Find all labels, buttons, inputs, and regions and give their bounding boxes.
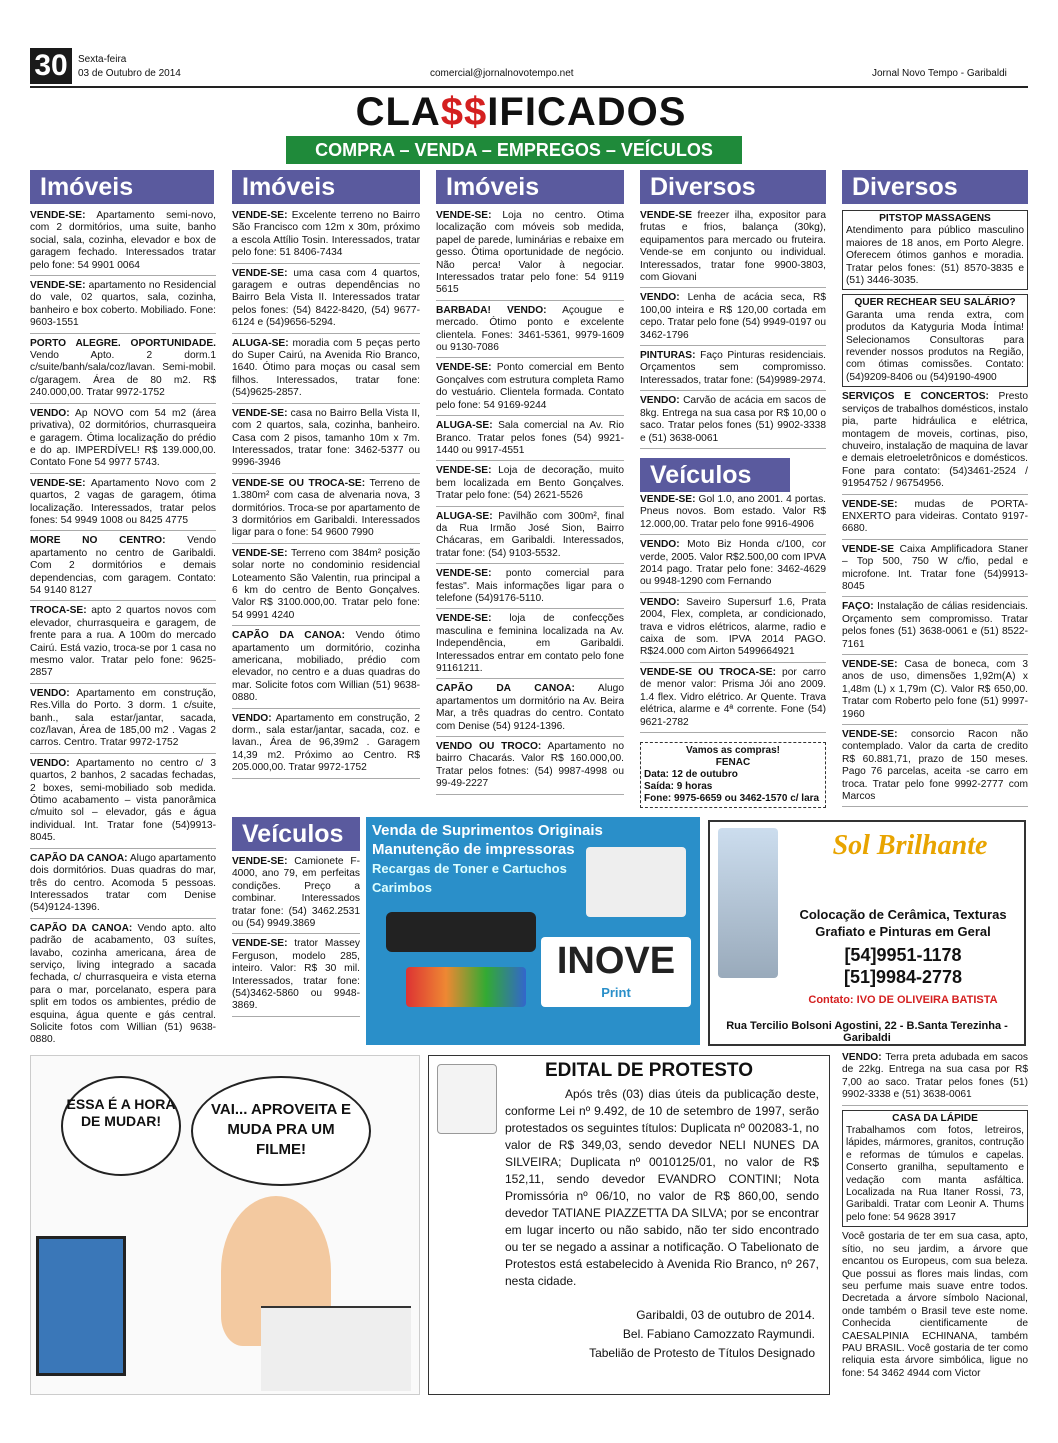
section-header: Diversos (640, 170, 826, 204)
classified-ad (232, 713, 420, 779)
ad-lead: VENDE-SE: (640, 494, 696, 505)
classified-ad (640, 494, 826, 535)
classified-ad (436, 613, 624, 679)
issue-date: 03 de Outubro de 2014 (78, 68, 181, 79)
ad-text: mudas de PORTA-ENXERTO para videiras. Contato 9197-6680. (842, 498, 1028, 535)
ad-text: ponto comercial para festas". Mais informações ligar para o telefone (54)9176-5110. (436, 568, 624, 604)
ad-lead: PORTO ALEGRE. OPORTUNIDADE. (30, 337, 216, 349)
classified-ad (436, 465, 624, 506)
classified-ad (30, 535, 216, 601)
classified-ad (436, 568, 624, 609)
classified-ad (640, 350, 826, 391)
ad-title: QUER RECHEAR SEU SALÁRIO? (854, 297, 1016, 309)
ad-text: Vendo ótimo apartamento um dormitório, cozinha americana, mobiliado, prédio com elevador, no centro e a duas quadras do mar. Solicite fotos com Willian (51) 9638-0880. (232, 630, 420, 704)
ad-text: Terra preta adubada em sacos de 22kg. Entrega na sua casa por R$ 7,00 ao saco. Tratar pelos fones (51) 9902-3338 e (51) 3638-0061 (842, 1052, 1028, 1101)
ad-lead: VENDE-SE: (436, 362, 492, 374)
ad-text: Casa de boneca, com 3 anos de uso, dimensões 1,92m(A) x 1,48m (L) x 1,79m (C). Valor R$ 650,00. Tratar com Roberto pelo fone (51) 9997-1960 (842, 659, 1028, 720)
ad-lead: VENDO: (640, 292, 680, 304)
salario-ad (842, 294, 1028, 387)
classified-ad (232, 856, 360, 934)
speech-bubble: ESSA É A HORA DE MUDAR! (61, 1076, 181, 1176)
classified-ad (30, 853, 216, 919)
diversos-list (842, 391, 1028, 807)
printer-icon (586, 847, 686, 917)
ad-lead: VENDE-SE: (30, 477, 86, 489)
classified-ad (232, 408, 420, 474)
pitstop-ad (842, 210, 1028, 290)
sol-line: Colocação de Cerâmica, Texturas (799, 907, 1007, 922)
section-header: Imóveis (436, 170, 624, 204)
ad-text: Loja no centro. Ótima localização com móveis sob medida, papel de parede, luminárias e rebaixe em gesso. Ótima oportunidade de negócio. Não perca! Valor à negociar. Interessados tratar pelo fone: 54 9119 5615 (436, 210, 624, 296)
ad-text: Caixa Amplificadora Staner – Top 500, 750 W c/fio, pedal e microfone. Int. Tratar fone (54)9913-8045 (842, 543, 1028, 592)
ad-text: freezer ilha, expositor para frutas e frios, balança (30kg), equipamentos para mercado ou fruteira. Vende-se em conjunto ou individual. Interessados, tratar fone 9900-3803, com Giovani (640, 210, 826, 284)
painter-icon (718, 828, 778, 978)
ad-text: Terreno com 384m² posição solar norte no condominio residencial Loteamento São Valentin, rua principal a 6 km do centro de Bento Gonçalves. Valor R$ 3100.000,00. Tratar pelo fone: 54 9991 4240 (232, 547, 420, 621)
edital-body: Após três (03) dias úteis da publicação deste, conforme Lei nº 9.492, de 10 de setembro de 1997, serão protestados os seguintes títulos: Duplicata nº 002083-1, no valor de R$ 349,03, sendo devedor NELI NUNES DA SILVEIRA; Duplicata nº 0010125/01, no valor de R$ 152,11, sendo devedor EVANDRO CONTINI; Nota Promissória nº 06/10, no valor de R$ 860,00, sendo devedor TATIANE PIAZZETTA DA SILVA; por se encontrar em lugar incerto ou não sabido, não ter sido encontrado ou ter se negado a assinar a notificação. O Tabelionato de Protestos está estabelecido à Avenida Rio Branco, nº 267, nesta cidade. (505, 1087, 819, 1288)
section-header: Diversos (842, 170, 1028, 204)
ad-lead: VENDE-SE: (436, 568, 492, 580)
classified-ad (842, 601, 1028, 655)
paper-name: Jornal Novo Tempo - Garibaldi (872, 68, 1007, 79)
weekday: Sexta-feira (78, 54, 127, 65)
ad-lead: VENDE-SE: (436, 465, 492, 477)
ad-lead: VENDE-SE: (842, 498, 898, 510)
sol-brilhante-ad[interactable] (708, 820, 1026, 1046)
ad-text: Vendo Apto. 2 dorm.1 c/suite/banh/sala/coz/lavan. Semi-mobil. c/garagem. Área de 80 m2. R$ 240.000,00. Tratar 9972-1752 (30, 350, 216, 399)
classified-ad (232, 210, 420, 264)
page-number: 30 (30, 48, 72, 84)
fenac-title: Vamos as compras! (686, 745, 780, 756)
classified-ad (436, 210, 624, 301)
ad-lead: ALUGA-SE: (232, 337, 289, 349)
classified-ad (436, 362, 624, 416)
edital-signature-role: Tabelião de Protesto de Títulos Designado (589, 1346, 815, 1360)
ad-lead: VENDE-SE: (30, 280, 86, 292)
column-diversos-2 (842, 210, 1028, 810)
classified-ad (232, 630, 420, 708)
classified-ad (640, 395, 826, 449)
classified-ad (842, 729, 1028, 807)
stamps-icon (406, 967, 526, 1007)
ad-text: Terreno de 1.380m² com casa de alvenaria nova, 3 dormitórios. Troca-se por apartamento de 3 dormitórios em Garibaldi. Interessados ligar para o fone: 54 9600 7990 (232, 477, 420, 539)
classified-ad (232, 338, 420, 404)
ad-text: Açougue e mercado. Ótimo ponto e excelente clientela. Fones: 3461-5361, 9979-1609 ou 9130-7086 (436, 304, 624, 354)
column-diversos-1 (640, 210, 826, 455)
ad-text: Ponto comercial em Bento Gonçalves com estrutura completa Ramo do vestuário. Clientela formada. Contato pelo fone: 54 9169-9244 (436, 362, 624, 411)
subtitle-bar: COMPRA – VENDA – EMPREGOS – VEÍCULOS (286, 136, 742, 164)
ad-text: moradia com 5 peças perto do Super Cairú, na Avenida Rio Branco, 1640. Ótimo para moças ou casal sem filhos. Interessados, tratar fone: (54)9625-2857. (232, 337, 420, 399)
classified-ad (30, 338, 216, 404)
ad-text: Loja de decoração, muito bem localizada em Bento Gonçalves. Tratar pelo fone: (54) 2621-5526 (436, 465, 624, 502)
section-header: Imóveis (232, 170, 420, 204)
column-imoveis-3 (436, 210, 624, 810)
ad-lead: ALUGA-SE: (436, 420, 493, 432)
classified-ad (30, 210, 216, 276)
ad-lead: VENDE-SE: (232, 407, 288, 419)
classified-ad (640, 667, 826, 733)
classified-ad (436, 683, 624, 737)
ad-lead: VENDO: (842, 1052, 882, 1063)
ad-text: apto 2 quartos novos com elevador, churrasqueira e garagem, de frente para a rua. A 100m do mercado Cairú. Está vazio, troca-se por 1 casa no mesmo valor. Tratar pelo fone: 9625-2857 (30, 605, 216, 679)
title-part: IFICADOS (487, 90, 687, 134)
ad-text: Lenha de acácia seca, R$ 100,00 inteira e R$ 120,00 cortada em cepo. Tratar pelo fone (54) 9949-0197 ou 3462-1796 (640, 292, 826, 341)
inove-brand-sub: Print (601, 985, 631, 1000)
ad-lead: VENDE-SE: (842, 659, 898, 670)
classified-ad (640, 292, 826, 346)
sol-contact: Contato: IVO DE OLIVEIRA BATISTA (808, 994, 998, 1006)
classified-ad (30, 923, 216, 1050)
edital-date: Garibaldi, 03 de outubro de 2014. (636, 1308, 815, 1322)
classified-ad (30, 478, 216, 532)
classified-ad (640, 597, 826, 663)
edital-signature: Bel. Fabiano Camozzato Raymundi. (622, 1327, 815, 1341)
ad-text: casa no Bairro Bella Vista II, com 2 quartos, sala, cozinha, banheiro. Casa com 2 pisos, tamanho 10m x 7m. Interessados, tratar fone: 3462-5377 ou 9996-3946 (232, 407, 420, 469)
classified-ad (842, 544, 1028, 598)
ad-lead: VENDE-SE: (30, 210, 86, 221)
fenac-time: Saída: 9 horas (644, 781, 713, 792)
inove-ad-text (372, 821, 603, 897)
ad-text: Apartamento no centro c/ 3 quartos, 2 banhos, 2 sacadas fechadas, 2 boxes, semi-mobiliado sob medida. Ótimo acabamento – vista panorâmica c/muito sol – elevador, gás e água individual. Int. Tratar fone (54)9913-8045. (30, 757, 216, 844)
ad-text: Apartamento em construção, Res.Villa do Porto. 3 dorm. 1 c/suite, banh., sala estar/jantar, sacada, coz/lavan, Área de 185,00 m2 . Vagas 2 carros. Centro. Tratar 9972-1752 (30, 687, 216, 749)
ad-lead: PINTURAS: (640, 350, 696, 362)
section-header: Imóveis (30, 170, 214, 204)
classified-ad (436, 741, 624, 795)
cartoon (30, 1055, 420, 1395)
inove-line: Carimbos (372, 880, 432, 895)
column-veiculos-1 (640, 494, 826, 739)
ad-lead: VENDE-SE: (232, 856, 288, 867)
classified-ad (842, 391, 1028, 494)
ad-lead: VENDO: (640, 539, 680, 551)
ad-lead: VENDO: (640, 395, 680, 407)
ad-lead: VENDE-SE: (232, 547, 288, 559)
classified-ad (842, 659, 1028, 725)
ad-lead: VENDE-SE: (436, 210, 492, 221)
sofa-figure (261, 1306, 411, 1391)
ad-lead: VENDE-SE OU TROCA-SE: (232, 477, 366, 489)
ad-text: Gol 1.0, ano 2001. 4 portas. Pneus novos. Bom estado. Valor R$ 12.000,00. Tratar pelo fone 9916-4906 (640, 494, 826, 530)
classified-ad (232, 548, 420, 626)
classified-ad (842, 499, 1028, 540)
ad-text: Atendimento para público masculino maiores de 18 anos, em Porto Alegre. Oferecem ótimos ganhos e moradia. Tratar pelos fones: (51) 8570-3835 e (51) 3446-3035. (846, 225, 1024, 287)
fenac-name: FENAC (715, 757, 751, 768)
ad-text: Ap NOVO com 54 m2 (área privativa), 02 dormitórios, churrasqueira e garagem. Ótima localização do prédio e do ap. IMPERDÍVEL! R$ 139.000,00. Contato Fone 54 9977 5743. (30, 407, 216, 469)
classified-ad (640, 210, 826, 288)
ad-title: PITSTOP MASSAGENS (879, 213, 991, 224)
ad-text: Instalação de cálias residenciais. Orçamento sem compromisso. Tratar pelos fones (51) 3638-0061 e (51) 8522-7161 (842, 601, 1028, 650)
classified-ad (30, 758, 216, 849)
classified-ad (30, 605, 216, 683)
speech-bubble: VAI... APROVEITA E MUDA PRA UM FILME! (191, 1076, 371, 1186)
edital-protesto (428, 1055, 830, 1395)
classified-ad (232, 478, 420, 544)
ad-text: Apartamento semi-novo, com 2 dormitórios, uma suite, banho social, sala, cozinha, elevador e box de garagem fechado. Interessados tratar pelo fone: 54 9901 0064 (30, 210, 216, 271)
ad-text: Saveiro Supersurf 1.6, Prata 2004, Flex, completa, ar condicionado, trava e vidros elétricos, alarme, radio e caixa de som. IPVA 2014 PAGO. R$24.000 com Airton 5499664921 (640, 596, 826, 658)
ad-lead: MORE NO CENTRO: (30, 535, 166, 547)
ad-text: Alugo apartamento dois dormitórios. Duas quadras do mar, três do centro. Acomoda 5 pessoas. Interessados tratar com Denise (54)9124-1396. (30, 852, 216, 914)
inove-line: Manutenção de impressoras (372, 841, 575, 858)
inove-logo (541, 937, 691, 1007)
edital-title: EDITAL DE PROTESTO (545, 1060, 753, 1081)
fenac-box (640, 742, 826, 808)
title-part: $$ (440, 90, 488, 134)
ad-lead: VENDO: (30, 687, 70, 699)
classified-ad (842, 1052, 1028, 1106)
coat-of-arms-icon (437, 1064, 497, 1134)
ad-text: Excelente terreno no Bairro São Francisco com 12m x 30m, próximo a escola Attílio Tosin. Interessados, tratar pelo fone: 51 8406-7434 (232, 210, 420, 259)
ad-text: Alugo apartamentos um dormitório na Av. Beira Mar, a três quadras do centro. Contato com Denise (54) 9124-1396. (436, 683, 624, 732)
column-imoveis-2 (232, 210, 420, 810)
inove-line: Recargas de Toner e Cartuchos (372, 861, 567, 876)
ad-lead: VENDE-SE: (436, 613, 492, 625)
ad-lead: VENDE-SE: (232, 267, 288, 279)
ad-text: Sala comercial na Av. Rio Branco. Tratar pelos fones (54) 9921-1440 ou 9917-4551 (436, 420, 624, 456)
title-part: CLA (355, 90, 441, 134)
ad-lead: CAPÃO DA CANOA: (436, 683, 575, 695)
ad-title: CASA DA LÁPIDE (892, 1112, 978, 1124)
ad-lead: VENDO: (232, 712, 272, 724)
section-header: Veículos (232, 817, 360, 851)
ad-text: Garanta uma renda extra, com produtos da Katyguria Moda Íntima! Selecionamos Consultoras para revender nossos produtos na Região, com ótimas comissões. Contato: (54)9209-8406 ou (54)9190-4900 (846, 309, 1024, 383)
ad-lead: VENDO OU TROCO: (436, 741, 542, 753)
ad-lead: CAPÃO DA CANOA: (30, 852, 128, 864)
inove-line: Venda de Suprimentos Originais (372, 822, 603, 839)
sol-phone: [51]9984-2778 (843, 967, 963, 987)
ad-text: Apartamento no bairro Chacarás. Valor R$ 160.000,00. Tratar pelos fotnes: (54) 9987-4998 ou 99-49-2227 (436, 741, 624, 790)
ad-lead: VENDO: (30, 407, 70, 419)
classified-ad (436, 511, 624, 565)
ad-text: Trabalhamos com fotos, letreiros, lápides, mármores, granitos, contrução e reformas de túmulos e capelas. Conserto granilha, sepultamento e vedação com manta asfáltica. Localizada na Rua Itaner Rossi, 73, Garibaldi. Tratar com Leonir A. Thums pelo fone: 54 9628 3917 (846, 1125, 1024, 1223)
tv-figure (36, 1236, 126, 1376)
sol-address: Rua Tercilio Bolsoni Agostini, 22 - B.Santa Terezinha - Garibaldi (726, 1020, 1008, 1044)
classified-ad (436, 305, 624, 359)
pau-brasil-ad: Você gostaria de ter em sua casa, apto, sítio, no seu jardim, a árvore que encantou os Europeus, com sua beleza. Que possui as flores mais lindas, com seu perfume mais suave entre todos. Decretada a árvore símbolo Nacional, onde também o Brasil teve este nome. Conhecida cientificamente de CAESALPINIA ECHINANA, também PAU BRASIL. Você gostaria de ter como reliquia esta árvore simbólica, ligue no fone: 54 3462 4944 com Victor (842, 1231, 1028, 1379)
ad-lead: BARBADA! VENDO: (436, 304, 547, 316)
classified-ad (30, 688, 216, 754)
ad-text: uma casa com 4 quartos, garagem e outras dependências no Bairro Bela Vista II. Interessados tratar pelos fones: (54) 8422-8420, (54) 9677-6124 e (54)9656-5294. (232, 267, 420, 329)
ad-text: apartamento no Residencial do vale, 02 quartos, sala, cozinha, banheiro e box coberto. Mobiliado. Fone: 9603-1551 (30, 280, 216, 329)
ad-text: Apartamento Novo com 2 quartos, 2 vagas de garagem, ótima localização. Interessados, tratar pelos fones: 54 9949 1008 ou 8425 4775 (30, 477, 216, 526)
ad-text: Faço Pinturas residenciais. Orçamentos sem compromisso. Interessados, tratar fone: (54)9989-2974. (640, 350, 826, 386)
ad-lead: VENDO: (640, 596, 680, 608)
ad-text: por carro de menor valor: Prisma Jói ano 2009. 1.4 flex. Vidro elétrico. Ar Quente. Trava elétrica, alarme e 4ª corrente. Fone (54) 9621-2782 (640, 666, 826, 728)
ad-text: consorcio Racon não contemplado. Valor da carta de credito R$ 60.881,71, prazo de 150 meses. Pago 76 parcelas, aceita -se carro em troca. Tratar pelo fone 9992-2777 com Marcos (842, 729, 1028, 803)
ad-lead: TROCA-SE: (30, 605, 87, 617)
ad-lead: ALUGA-SE: (436, 510, 493, 522)
fenac-phone: Fone: 9975-6659 ou 3462-1570 c/ lara (644, 793, 820, 804)
ad-lead: VENDE-SE: (232, 210, 288, 221)
classified-ad (436, 420, 624, 461)
toner-icon (386, 912, 536, 952)
sol-brand: Sol Brilhante (832, 830, 988, 861)
section-header: Veículos (640, 458, 790, 492)
ad-lead: VENDE-SE OU TROCA-SE: (640, 666, 776, 678)
ad-text: Moto Biz Honda c/100, cor verde, 2005. Valor R$2.500,00 com IPVA 2014 pago. Tratar pelo fone: 3462-4629 ou 9948-1290 com Fernando (640, 539, 826, 588)
fenac-date: Data: 12 de outubro (644, 769, 738, 780)
ad-text: trator Massey Ferguson, modelo 285, inteiro. Valor: R$ 30 mil. Interessados, tratar fone: (54)3462-5860 ou 9948-3869. (232, 938, 360, 1012)
page-title (286, 90, 756, 135)
ad-lead: CAPÃO DA CANOA: (232, 630, 346, 642)
ad-lead: VENDE-SE: (232, 938, 288, 950)
ad-text: Presto serviços de trabalhos domésticos, instalo pia, parte hidráulica e elétrica, montagem de moveis, cortinas, piso, chuveiro, instalação de maquina de lavar e demais eletroeletrônicos e domésticos. Fone para contato: (54)3461-2524 / 91954752 / 96754956. (842, 391, 1028, 490)
lapide-ad (842, 1110, 1028, 1228)
ad-text: loja de confecções masculina e feminina localizada na Av. Independência, em Garibaldi. Interessados entrar em contato pelo fone 91161211. (436, 613, 624, 674)
sol-phone: [54]9951-1178 (844, 945, 962, 965)
ad-text: Pavilhão com 300m², final da Rua Irmão José Sion, Bairro Chácaras, em Garibaldi. Interessados, tratar fone: (54) 9103-5532. (436, 510, 624, 559)
ad-lead: VENDE-SE (842, 543, 895, 555)
ad-text: Apartamento em construção, 2 dorm., sala estar/jantar, sacada, coz. e lavan., Área de 96,39m2 . Garagem 14,39 m2. Próximo ao Centro. R$ 205.000,00. Tratar 9972-1752 (232, 712, 420, 774)
email-link[interactable]: comercial@jornalnovotempo.net (430, 68, 574, 79)
ad-text: Vendo apartamento no centro de Garibaldi. Com 2 dormitórios e demais dependencias, com garagem. Contato: 54 9140 8127 (30, 535, 216, 596)
classified-ad (640, 539, 826, 593)
ad-lead: VENDE-SE: (842, 729, 898, 741)
classified-ad (30, 280, 216, 334)
ad-lead: CAPÃO DA CANOA: (30, 922, 133, 934)
column-diversos-3 (842, 1052, 1028, 1395)
ad-text: Carvão de acácia em sacos de 8kg. Entrega na sua casa por R$ 10,00 o saco. Tratar pelos fones (51) 9902-3338 e (51) 3638-0061 (640, 395, 826, 444)
ad-text: Camionete F-4000, ano 79, em perfeitas condições. Preço a combinar. Interessados tratar fone: (54) 3462.2531 ou (54) 9949.3869 (232, 856, 360, 930)
classified-ad (232, 938, 360, 1016)
ad-text: Vendo apto. alto padrão de acabamento, 03 suítes, lavabo, cozinha americana, área de serviço, living integrado a sacada fechada, c/ churrasqueira e vista eterna para o mar, porcelanato, espera para split em todos os ambientes, prédio de esquina, água quente e gás central. Solicite fotos com Willian (51) 9638-0880. (30, 922, 216, 1046)
ad-lead: SERVIÇOS E CONCERTOS: (842, 391, 989, 403)
sol-line: Grafiato e Pinturas em Geral (815, 924, 991, 939)
inove-brand: INOVE (556, 940, 676, 982)
column-imoveis-1 (30, 210, 216, 1050)
classified-ad (30, 408, 216, 474)
ad-lead: VENDO: (30, 757, 70, 769)
column-veiculos-2 (232, 856, 360, 1046)
inove-ad[interactable] (366, 817, 700, 1045)
classified-ad (232, 268, 420, 334)
ad-lead: FAÇO: (842, 601, 874, 613)
ad-lead: VENDE-SE (640, 210, 693, 221)
